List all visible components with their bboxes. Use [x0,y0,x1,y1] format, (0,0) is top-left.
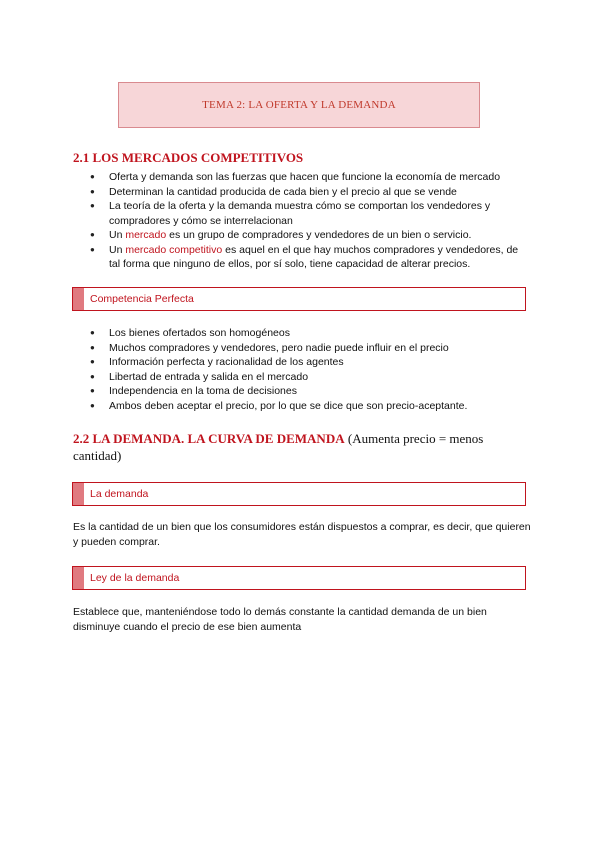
list-item: ● Un mercado competitivo es aquel en el que hay muchos compradores y vendedores, de tal forma que ninguno de ellos, por sí solo, tiene capacidad de alterar precios. [84,243,529,272]
section-heading-demanda-note: (Aumenta precio = menos cantidad) [73,431,484,463]
list-item: ● Información perfecta y racionalidad de los agentes [84,355,529,370]
callout-ley-de-la-demanda [72,566,526,590]
term-mercado-competitivo: mercado competitivo [125,243,223,256]
section-heading-mercados: 2.1 LOS MERCADOS COMPETITIVOS [73,150,304,165]
callout-label: Ley de la demanda [90,572,180,584]
mercados-bullet-list [84,170,529,272]
list-item: ● Oferta y demanda son las fuerzas que hacen que funcione la economía de mercado [84,170,529,185]
title-box [118,82,480,128]
list-item: ● La teoría de la oferta y la demanda muestra cómo se comportan los vendedores y compradores y cómo se interrelacionan [84,199,529,228]
list-item: ● Independencia en la toma de decisiones [84,384,529,399]
document-title: TEMA 2: LA OFERTA Y LA DEMANDA [202,99,396,111]
list-item: ● Los bienes ofertados son homogéneos [84,326,529,341]
section-heading-demanda-title: 2.2 LA DEMANDA. LA CURVA DE DEMANDA [73,431,345,446]
callout-accent-bar [73,288,84,310]
callout-accent-bar [73,567,84,589]
paragraph-la-demanda: Es la cantidad de un bien que los consumidores están dispuestos a comprar, es decir, que quieren y pueden comprar. [73,521,531,548]
paragraph-ley-de-la-demanda: Establece que, manteniéndose todo lo demás constante la cantidad demanda de un bien disminuye cuando el precio de ese bien aumenta [73,606,487,633]
callout-label: Competencia Perfecta [90,293,194,305]
term-mercado: mercado [125,229,167,241]
list-item: ● Libertad de entrada y salida en el mercado [84,370,529,385]
section-heading-demanda [73,430,513,464]
callout-label: La demanda [90,488,149,500]
list-item: ● Un mercado es un grupo de compradores y vendedores de un bien o servicio. [84,228,529,243]
competencia-bullet-list [84,326,529,413]
list-item: ● Ambos deben aceptar el precio, por lo que se dice que son precio-aceptante. [84,399,529,414]
callout-accent-bar [73,483,84,505]
callout-la-demanda [72,482,526,506]
callout-competencia-perfecta [72,287,526,311]
list-item: ● Determinan la cantidad producida de cada bien y el precio al que se vende [84,185,529,200]
list-item: ● Muchos compradores y vendedores, pero nadie puede influir en el precio [84,341,529,356]
